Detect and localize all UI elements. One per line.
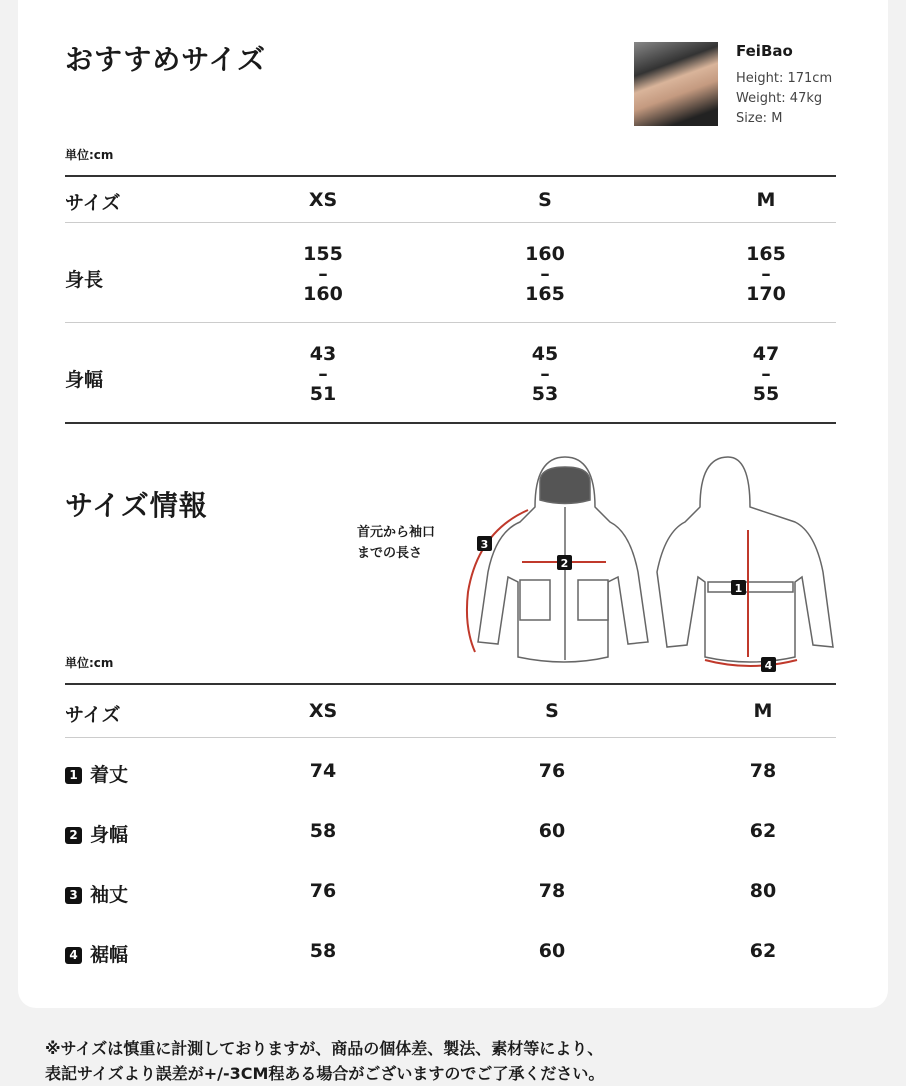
divider <box>65 683 836 685</box>
size-info-title: サイズ情報 <box>65 489 208 522</box>
unit-label: 単位:cm <box>65 148 114 162</box>
divider <box>65 322 836 323</box>
unit-label: 単位:cm <box>65 656 114 670</box>
model-height: Height: 171cm <box>736 71 833 86</box>
model-stats <box>736 69 832 129</box>
sleeve-annotation: 首元から袖口 までの長さ <box>357 525 436 561</box>
row-width-label: 身幅 <box>65 369 104 391</box>
marker-1: 1 <box>734 582 743 595</box>
divider <box>65 175 836 177</box>
table-cell: 47 – 55 <box>752 343 780 405</box>
model-weight: Weight: 47kg <box>736 91 823 106</box>
number-badge: 4 <box>65 947 82 964</box>
jacket-diagram <box>460 452 850 677</box>
table-cell: 160 – 165 <box>525 243 565 305</box>
number-badge: 2 <box>65 827 82 844</box>
header-size: サイズ <box>65 704 121 726</box>
row-height-label: 身長 <box>65 269 104 291</box>
header-m: M <box>756 189 776 211</box>
number-badge: 3 <box>65 887 82 904</box>
header-xs: XS <box>308 189 338 211</box>
marker-4: 4 <box>764 659 773 672</box>
table-cell: 165 – 170 <box>746 243 786 305</box>
header-s: S <box>545 700 559 722</box>
table-cell: 155 – 160 <box>303 243 343 305</box>
divider <box>65 737 836 738</box>
recommended-size-title: おすすめサイズ <box>65 43 267 76</box>
header-m: M <box>753 700 773 722</box>
divider <box>65 422 836 424</box>
marker-2: 2 <box>560 557 569 570</box>
table-cell: 45 – 53 <box>531 343 559 405</box>
marker-3: 3 <box>480 538 489 551</box>
number-badge: 1 <box>65 767 82 784</box>
model-photo <box>634 42 718 126</box>
header-xs: XS <box>308 700 338 722</box>
header-size: サイズ <box>65 192 121 214</box>
footnote: ※サイズは慎重に計測しておりますが、商品の個体差、製法、素材等により、 表記サイズより誤差が+/-3CM程ある場合がございますのでご了承ください。 <box>45 1039 605 1083</box>
model-name: FeiBao <box>736 42 793 60</box>
header-s: S <box>538 189 552 211</box>
divider <box>65 222 836 223</box>
model-size: Size: M <box>736 111 783 126</box>
table-cell: 43 – 51 <box>309 343 337 405</box>
